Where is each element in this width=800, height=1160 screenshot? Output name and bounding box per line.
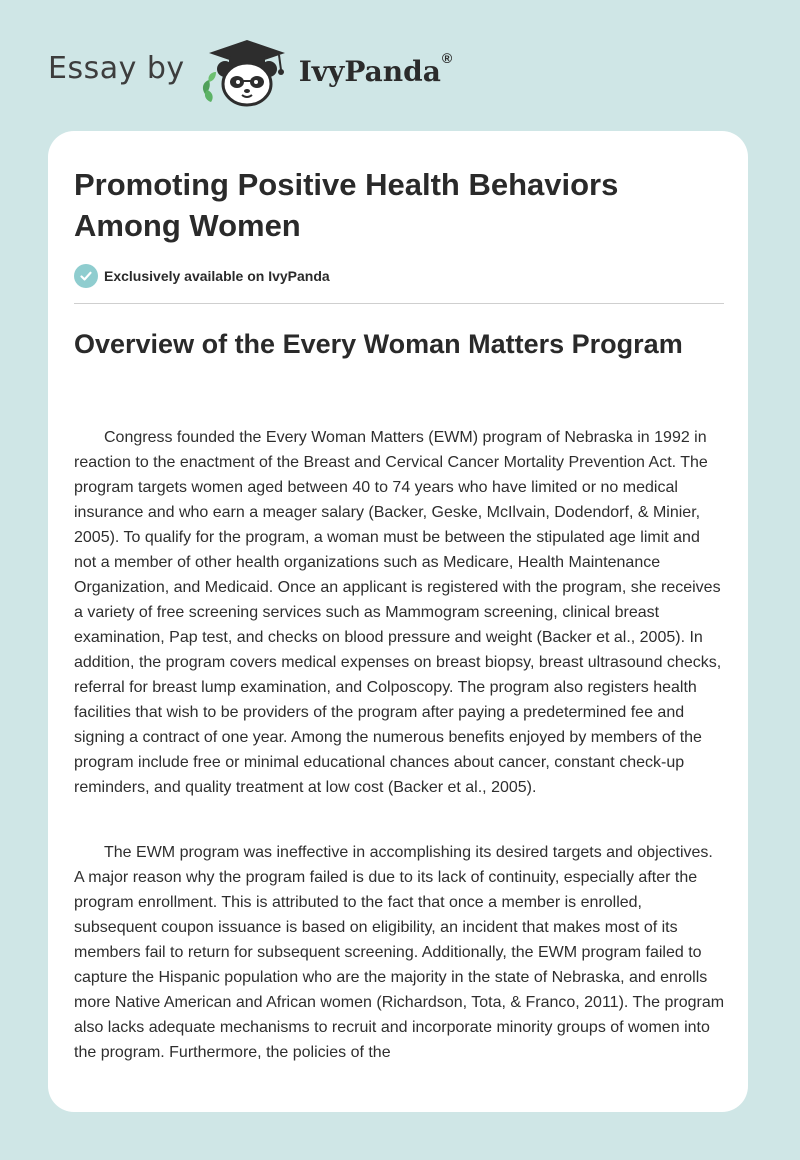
essay-card xyxy=(48,131,748,1112)
brand-name[interactable]: IvyPanda xyxy=(298,54,441,88)
section-heading: Overview of the Every Woman Matters Program xyxy=(74,329,683,359)
exclusive-badge xyxy=(74,264,330,288)
panda-graduate-icon[interactable] xyxy=(199,36,295,108)
essay-by-label: Essay by xyxy=(48,50,185,86)
brand-header xyxy=(48,36,452,108)
body-paragraph: The EWM program was ineffective in accomplishing its desired targets and objectives. A major reason why the program failed is due to its lack of continuity, especially after the program enrollment. This is attributed to the fact that once a member is enrolled, subsequent coupon issuance is based on eligibility, an incident that makes most of its members fail to return for subsequent screening. Additionally, the EWM program failed to capture the Hispanic population who are the majority in the state of Nebraska, and enrolls more Native American and African women (Richardson, Tota, & Franco, 2011). The program also lacks adequate mechanisms to recruit and incorporate minority groups of women into the program. Furthermore, the policies of the xyxy=(74,844,725,1061)
essay-title: Promoting Positive Health Behaviors Among Women xyxy=(74,167,619,243)
check-circle-icon xyxy=(74,264,98,288)
registered-mark: ® xyxy=(441,50,453,66)
divider xyxy=(74,303,724,304)
body-paragraph: Congress founded the Every Woman Matters (EWM) program of Nebraska in 1992 in reaction to the enactment of the Breast and Cervical Cancer Mortality Prevention Act. The program targets women aged between 40 to 74 years who have limited or no medical insurance and who earn a meager salary (Backer, Geske, McIlvain, Dodendorf, & Minier, 2005). To qualify for the program, a woman must be between the stipulated age limit and not a member of other health organizations such as Medicare, Health Maintenance Organization, and Medicaid. Once an applicant is registered with the program, she receives a variety of free screening services such as Mammogram screening, clinical breast examination, Pap test, and checks on blood pressure and weight (Backer et al., 2005). In addition, the program covers medical expenses on breast biopsy, breast ultrasound checks, referral for breast lump examination, and Colposcopy. The program also registers health facilities that wish to be providers of the program after paying a predetermined fee and signing a contract of one year. Among the numerous benefits enjoyed by members of the program include free or minimal educational chances about cancer, constant check-up reminders, and quality treatment at low cost (Backer et al., 2005). xyxy=(74,429,722,796)
exclusive-label: Exclusively available on IvyPanda xyxy=(104,268,330,284)
